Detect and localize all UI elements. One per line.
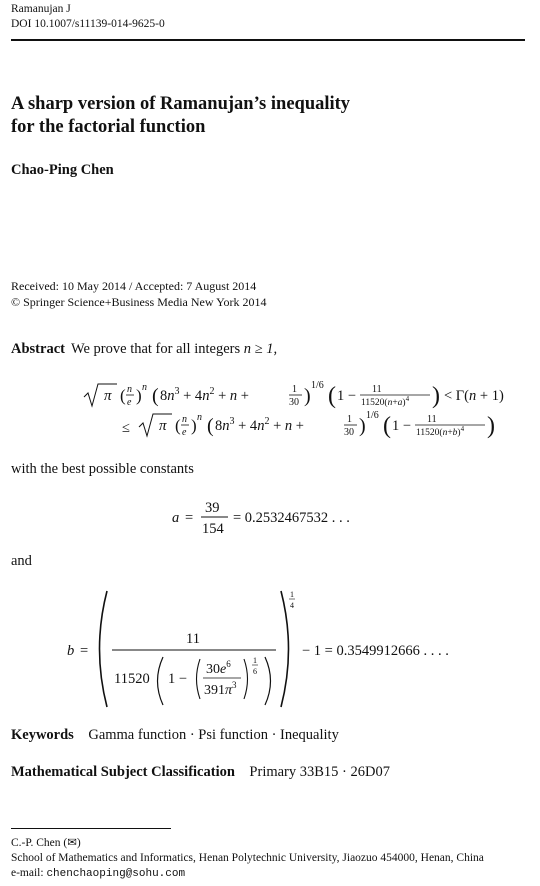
svg-text:a: a xyxy=(172,510,180,526)
abstract-condition: n ≥ 1, xyxy=(243,341,278,357)
svg-text:): ) xyxy=(359,415,366,437)
svg-text:n: n xyxy=(127,384,132,395)
author-name: Chao-Ping Chen xyxy=(11,162,114,178)
svg-text:11520: 11520 xyxy=(114,671,150,687)
svg-text:1: 1 xyxy=(292,384,297,395)
svg-text:1: 1 xyxy=(253,656,257,665)
title-line-2: for the factorial function xyxy=(11,117,206,137)
svg-text:n: n xyxy=(182,414,187,425)
abstract-label: Abstract xyxy=(11,341,65,357)
svg-text:1 −: 1 − xyxy=(337,388,357,404)
svg-text:30: 30 xyxy=(344,427,354,438)
svg-text:=: = xyxy=(80,643,89,659)
affiliation: School of Mathematics and Informatics, Henan Polytechnic University, Jiaozuo 454000, Henan, China xyxy=(11,852,484,864)
svg-text:8n3 + 4n2 + n +: $8n^3 + 4n^2 + n$ + xyxy=(160,386,249,404)
svg-text:30e6: $30e^6$ xyxy=(206,659,231,677)
svg-text:391π3: $391\pi^3$ xyxy=(204,680,237,698)
svg-text:8n3 + 4n2 + n +: $8n^3 + 4n^2 + n$ + xyxy=(215,416,304,434)
svg-text:< Γ(n + 1): < Γ(n + 1) xyxy=(444,388,504,404)
svg-text:(: ( xyxy=(383,413,391,439)
email-label: e-mail: xyxy=(11,867,44,879)
b-value: − 1 = 0.3549912666 . . . . xyxy=(302,643,449,659)
corresponding-author: C.-P. Chen (✉) xyxy=(11,837,81,849)
a-value: = 0.2532467532 . . . xyxy=(233,510,350,526)
svg-text:(: ( xyxy=(120,386,126,405)
svg-text:(: ( xyxy=(152,385,159,407)
svg-text:): ) xyxy=(136,386,142,405)
journal-name: Ramanujan J xyxy=(11,3,71,15)
svg-text:(: ( xyxy=(175,416,181,435)
a-denominator: 154 xyxy=(202,521,224,537)
svg-text:11: 11 xyxy=(372,384,382,395)
header-rule xyxy=(11,39,525,41)
best-constants-text: with the best possible constants xyxy=(11,461,194,477)
svg-text:=: = xyxy=(185,510,194,526)
received-accepted-dates: Received: 10 May 2014 / Accepted: 7 August 2014 xyxy=(11,279,257,293)
doi-line: DOI 10.1007/s11139-014-9625-0 xyxy=(11,18,165,30)
footnote xyxy=(11,836,484,882)
svg-text:): ) xyxy=(432,383,440,409)
svg-text:π: π xyxy=(104,388,112,404)
svg-text:11: 11 xyxy=(186,631,200,647)
svg-text:π: π xyxy=(159,418,167,434)
keywords-line xyxy=(11,727,339,744)
svg-text:1: 1 xyxy=(290,590,294,599)
svg-text:e: e xyxy=(127,397,132,408)
title-line-1: A sharp version of Ramanujan’s inequality xyxy=(11,94,351,114)
footnote-rule xyxy=(11,828,171,829)
svg-text:1: 1 xyxy=(347,414,352,425)
svg-text:): ) xyxy=(304,385,311,407)
svg-text:n: n xyxy=(197,412,202,423)
constant-a-equation xyxy=(0,494,540,540)
a-numerator: 39 xyxy=(205,500,220,516)
inequality-line-2 xyxy=(122,410,495,439)
msc-label: Mathematical Subject Classification xyxy=(11,764,235,780)
abstract-intro-text: We prove that for all integers xyxy=(70,341,241,357)
svg-text:4: 4 xyxy=(290,601,294,610)
svg-text:(: ( xyxy=(207,415,214,437)
running-header xyxy=(11,2,165,32)
abstract-intro xyxy=(11,341,277,358)
svg-text:): ) xyxy=(191,416,197,435)
svg-text:6: 6 xyxy=(253,667,257,676)
svg-text:30: 30 xyxy=(289,397,299,408)
svg-text:≤: ≤ xyxy=(122,420,130,436)
email-line xyxy=(11,866,484,882)
msc-text: Primary 33B15 · 26D07 xyxy=(249,764,390,780)
copyright-line: © Springer Science+Business Media New York 2014 xyxy=(11,295,267,309)
svg-text:1/6: 1/6 xyxy=(311,380,324,391)
svg-text:11520(n+a)4: $11520(n+a)^4$ xyxy=(361,395,410,408)
svg-text:1 −: 1 − xyxy=(392,418,412,434)
constant-b-equation xyxy=(0,585,540,713)
inequality-line-1 xyxy=(84,380,504,409)
svg-text:1 −: 1 − xyxy=(168,671,188,687)
svg-text:11520(n+b)4: $11520(n+b)^4$ xyxy=(416,425,465,438)
keywords-text: Gamma function · Psi function · Inequality xyxy=(88,727,339,743)
main-inequality xyxy=(0,370,540,446)
svg-text:b: b xyxy=(67,643,75,659)
email-address[interactable]: chenchaoping@sohu.com xyxy=(46,868,186,880)
publication-info xyxy=(11,278,267,310)
svg-text:(: ( xyxy=(328,383,336,409)
svg-text:11: 11 xyxy=(427,414,437,425)
paper-title xyxy=(11,93,350,139)
svg-text:): ) xyxy=(487,413,495,439)
svg-text:e: e xyxy=(182,427,187,438)
svg-text:n: n xyxy=(142,382,147,393)
and-text: and xyxy=(11,553,32,569)
msc-line xyxy=(11,764,390,781)
keywords-label: Keywords xyxy=(11,727,74,743)
svg-text:1/6: 1/6 xyxy=(366,410,379,421)
